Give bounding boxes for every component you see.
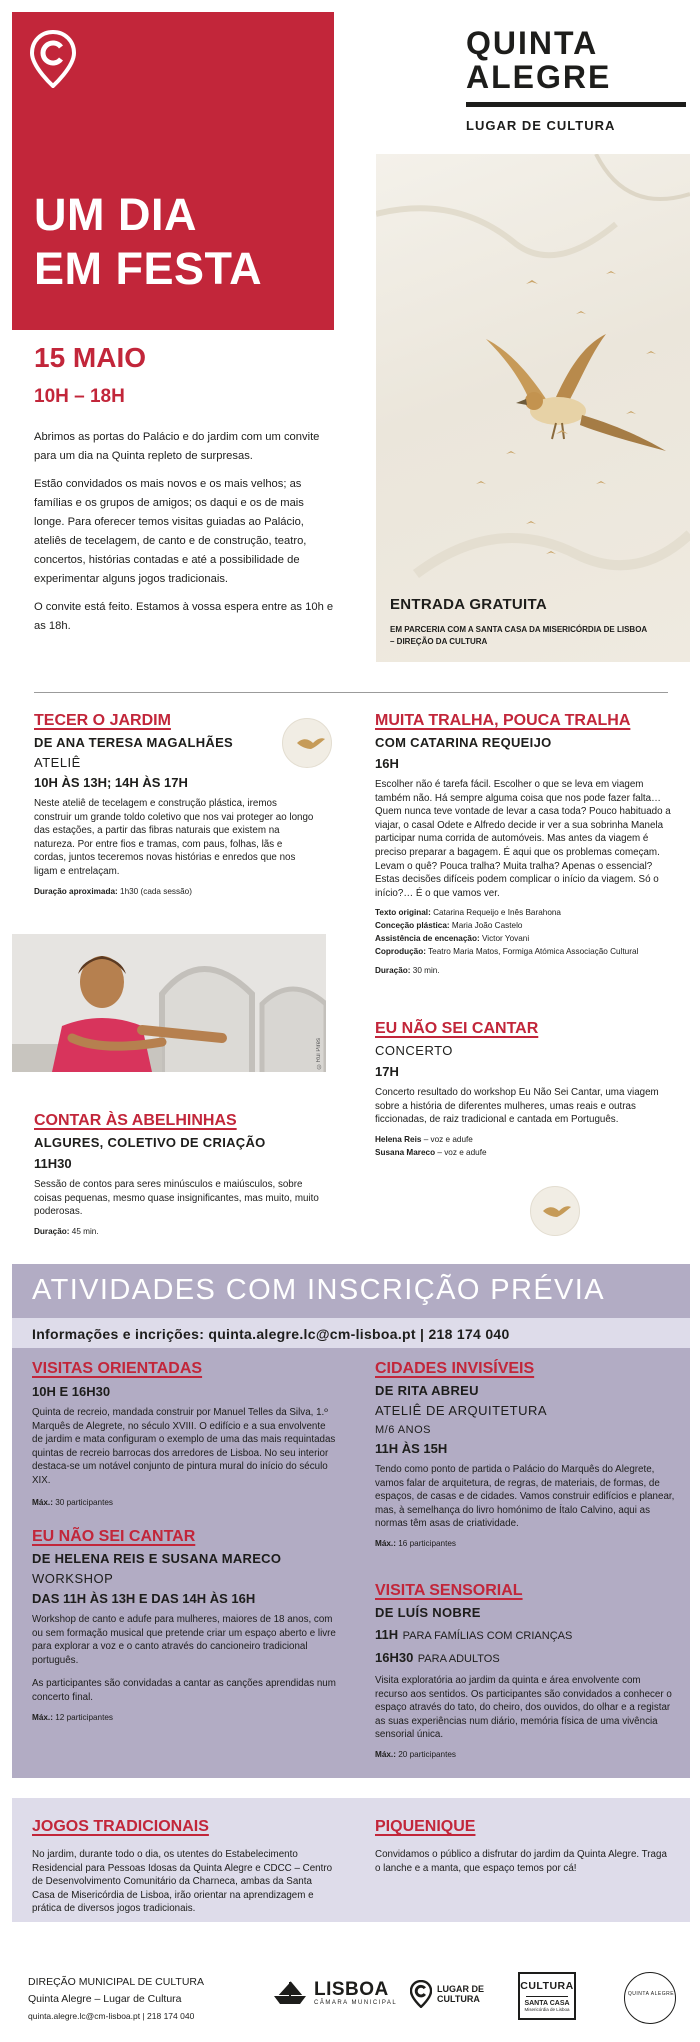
event-date: 15 MAIO bbox=[34, 342, 147, 373]
lisboa-wordmark: LISBOA bbox=[314, 1979, 389, 2000]
jogos-title: JOGOS TRADICIONAIS bbox=[32, 1818, 209, 1835]
badge-text: QUINTA ALEGRE bbox=[627, 1991, 675, 1997]
intro-text bbox=[34, 428, 334, 645]
parceria-text: EM PARCERIA COM A SANTA CASA DA MISERICÓRDIA DE LISBOA – DIREÇÃO DA CULTURA bbox=[390, 625, 648, 646]
credit-line: Conceção plástica: Maria João Castelo bbox=[375, 921, 523, 931]
piquenique-section bbox=[375, 1818, 675, 1875]
brand-tagline: LUGAR DE CULTURA bbox=[466, 118, 616, 133]
santa-casa-wordmark: SANTA CASA bbox=[524, 2000, 570, 2007]
hero-title: UM DIA EM FESTA bbox=[34, 189, 263, 294]
tralha-body: Escolher não é tarefa fácil. Escolher o que se leva em viagem também não. Há sempre alguma coisa que nos pode fazer falta… Quem nunca teve vontade de levar a casa toda? Pouco habituado a viajar, o casal Odete e Alfredo decide ir ver a sua sobrinha Manela participar numa corrida de automóveis. Mas antes da viagem é preciso preparar a bagagem. É aqui que os problemas começam. Levam o quê? Pouca tralha? Muita tralha? Apenas o essencial? Estas decisões difíceis podem complicar o início da viagem. Só o início?… É o que vamos ver. bbox=[375, 779, 671, 899]
visitas-time: 10H E 16H30 bbox=[32, 1384, 111, 1399]
location-pin-icon bbox=[410, 1980, 432, 2008]
concerto-credits bbox=[375, 1133, 675, 1159]
tralha-duration: Duração: 30 min. bbox=[375, 966, 440, 976]
visitas-title: VISITAS ORIENTADAS bbox=[32, 1360, 203, 1377]
sensorial-body: Visita exploratória ao jardim da quinta e área envolvente com recurso aos sentidos. Os participantes são convidados a conhecer o espaço através do tato, do cheiro, dos ouvidos, do olhar e a registar as suas experiências num diário, memória física de uma vivência sensorial única. bbox=[375, 1675, 672, 1741]
lugar-cultura-logo: LUGAR DE CULTURA bbox=[410, 1980, 484, 2008]
cultura-wordmark: CULTURA bbox=[520, 1980, 574, 1992]
cidades-time: 11H ÀS 15H bbox=[375, 1441, 448, 1456]
workshop-time: DAS 11H ÀS 13H E DAS 14H ÀS 16H bbox=[32, 1591, 256, 1606]
contar-time: 11H30 bbox=[34, 1156, 72, 1171]
credit-line: Assistência de encenação: Victor Yovani bbox=[375, 934, 530, 944]
concerto-body: Concerto resultado do workshop Eu Não Sei Cantar, uma viagem sobre a história de diferentes mulheres, umas reais e outras ficcionadas, de raiz tradicional e cantada em Português. bbox=[375, 1087, 659, 1126]
tralha-title: MUITA TRALHA, POUCA TRALHA bbox=[375, 712, 631, 729]
workshop-section bbox=[32, 1528, 342, 1724]
intro-paragraph: O convite está feito. Estamos à vossa espera entre as 10h e as 18h. bbox=[34, 601, 334, 632]
footer-line: DIREÇÃO MUNICIPAL DE CULTURA bbox=[28, 1976, 204, 1988]
cidades-section bbox=[375, 1360, 675, 1550]
cidades-age: M/6 ANOS bbox=[375, 1424, 431, 1436]
tecer-author: DE ANA TERESA MAGALHÃES bbox=[34, 735, 234, 750]
visitas-body: Quinta de recreio, mandada construir por Manuel Telles da Silva, 1.º Marquês de Alegrete, no século XVIII. O edifício e a sua envolvente de jardim e mata configuram o exemplo de uma das mais requintadas quintas de recreio barrocas dos arredores de Lisboa. No seu interior destaca-se um notável conjunto de pintura mural do início do século XIX. bbox=[32, 1407, 336, 1486]
concerto-section bbox=[375, 1020, 675, 1159]
contar-section bbox=[34, 1112, 324, 1238]
workshop-body: Workshop de canto e adufe para mulheres, maiores de 18 anos, com ou sem formação musical que pretende criar um espaço aberto e livre para explorar a voz e o canto através do cancioneiro tradicional português. bbox=[32, 1614, 336, 1666]
concerto-type: CONCERTO bbox=[375, 1043, 453, 1058]
credit-line: Susana Mareco – voz e adufe bbox=[375, 1147, 487, 1157]
intro-paragraph: Estão convidados os mais novos e os mais velhos; as famílias e os grupos de amigos; os daqui e os de mais longe. Para oferecer temos visitas guiadas ao Palácio, ateliês de tecelagem, de canto e de construção, teatro, concertos, histórias contadas e até a possibilidade de experimentar alguns jogos tradicionais. bbox=[34, 478, 307, 585]
sensorial-time-1: 11H PARA FAMÍLIAS COM CRIANÇAS bbox=[375, 1627, 573, 1642]
santa-casa-sub: Misericórdia de Lisboa bbox=[524, 2007, 570, 2012]
workshop-title: EU NÃO SEI CANTAR bbox=[32, 1528, 196, 1545]
concerto-time: 17H bbox=[375, 1064, 399, 1079]
brand-divider bbox=[466, 102, 686, 107]
footer-contacts bbox=[28, 1974, 204, 2025]
concerto-title: EU NÃO SEI CANTAR bbox=[375, 1020, 539, 1037]
contar-author: ALGURES, COLETIVO DE CRIAÇÃO bbox=[34, 1135, 266, 1150]
event-time: 10H – 18H bbox=[34, 386, 125, 407]
visitas-section bbox=[32, 1360, 337, 1509]
tralha-author: COM CATARINA REQUEIJO bbox=[375, 735, 552, 750]
inscricao-info: Informações e incrições: quinta.alegre.lc@cm-lisboa.pt | 218 174 040 bbox=[32, 1326, 510, 1342]
credit-line: Texto original: Catarina Requeijo e Inês Barahona bbox=[375, 908, 561, 918]
sensorial-title: VISITA SENSORIAL bbox=[375, 1582, 523, 1599]
piquenique-title: PIQUENIQUE bbox=[375, 1818, 476, 1835]
cultura-santa-casa-logo bbox=[518, 1972, 576, 2020]
lisboa-sub: CÂMARA MUNICIPAL bbox=[314, 2000, 398, 2006]
lisboa-ship-icon bbox=[270, 1978, 310, 2008]
piquenique-body: Convidamos o público a disfrutar do jardim da Quinta Alegre. Traga o lanche e a manta, que espaço temos por cá! bbox=[375, 1849, 667, 1874]
workshop-author: DE HELENA REIS E SUSANA MARECO bbox=[32, 1551, 282, 1566]
cidades-title: CIDADES INVISÍVEIS bbox=[375, 1360, 535, 1377]
credit-line: Helena Reis – voz e adufe bbox=[375, 1134, 473, 1144]
tecer-duration: Duração aproximada: 1h30 (cada sessão) bbox=[34, 886, 192, 896]
jogos-body: No jardim, durante todo o dia, os utentes do Estabelecimento Residencial para Pessoas Idosas da Quinta Alegre e CDCC – Centro de Desenvolvimento Comunitário da Charneca, ambas da Santa Casa de Misericórdia de Lisboa, irão orientar na aprendizagem e prática de diversos jogos tradicionais. bbox=[32, 1849, 333, 1915]
sensorial-section bbox=[375, 1582, 675, 1761]
entrada-gratuita: ENTRADA GRATUITA bbox=[390, 596, 548, 613]
jogos-section bbox=[32, 1818, 337, 1916]
sensorial-time-2: 16H30 PARA ADULTOS bbox=[375, 1650, 500, 1665]
storyteller-photo bbox=[12, 934, 326, 1072]
sensorial-max: Máx.: 20 participantes bbox=[375, 1749, 457, 1759]
tecer-title: TECER O JARDIM bbox=[34, 712, 171, 729]
cidades-body: Tendo como ponto de partida o Palácio do Marquês do Alegrete, vamos falar de arquitetura, de regras, de materiais, de formas, de espaços, de casas e de cidades. Vamos construir edifícios e planear, mas, à semelhança do livro homónimo de Ítalo Calvino, aqui as normas têm asas de criatividade. bbox=[375, 1464, 675, 1530]
quinta-alegre-badge-icon bbox=[624, 1972, 676, 2024]
contar-body: Sessão de contos para seres minúsculos e maiúsculos, sobre coisas pequenas, mesmo quase insignificantes, mas muito, muito poderosas. bbox=[34, 1179, 319, 1218]
photo-credit: ©Rui Pires bbox=[316, 1037, 322, 1068]
footer-line: Quinta Alegre – Lugar de Cultura bbox=[28, 1993, 182, 2005]
tralha-section bbox=[375, 712, 675, 977]
section-divider bbox=[34, 692, 668, 693]
brand-name: QUINTA ALEGRE bbox=[466, 25, 612, 95]
inscricao-title: ATIVIDADES COM INSCRIÇÃO PRÉVIA bbox=[32, 1274, 606, 1306]
tecer-body: Neste ateliê de tecelagem e construção plástica, iremos construir um grande toldo coletivo que nos vai proteger ao longo das estações, a partir das fibras naturais que existem na natureza. Por entre fios e tramas, com paus, folhas, lãs e cordas, juntos teceremos novas histórias e enredos que nos ligam e entrelaçam. bbox=[34, 798, 314, 877]
tralha-time: 16H bbox=[375, 756, 399, 771]
credit-line: Coprodução: Teatro Maria Matos, Formiga Atómica Associação Cultural bbox=[375, 947, 639, 957]
contar-title: CONTAR ÀS ABELHINHAS bbox=[34, 1112, 237, 1129]
workshop-body-2: As participantes são convidadas a cantar as canções aprendidas num concerto final. bbox=[32, 1678, 336, 1703]
tecer-time: 10H ÀS 13H; 14H ÀS 17H bbox=[34, 775, 188, 790]
bird-thumbnail-icon bbox=[282, 718, 332, 768]
visitas-max: Máx.: 30 participantes bbox=[32, 1497, 114, 1507]
intro-paragraph: Abrimos as portas do Palácio e do jardim com um convite para um dia na Quinta repleto de surpresas. bbox=[34, 431, 320, 462]
tecer-section bbox=[34, 712, 314, 898]
footer-line: quinta.alegre.lc@cm-lisboa.pt | 218 174 040 bbox=[28, 2011, 195, 2021]
cidades-author: DE RITA ABREU bbox=[375, 1383, 479, 1398]
cidades-max: Máx.: 16 participantes bbox=[375, 1538, 457, 1548]
cidades-type: ATELIÊ DE ARQUITETURA bbox=[375, 1403, 548, 1418]
contar-duration: Duração: 45 min. bbox=[34, 1226, 99, 1236]
workshop-max: Máx.: 12 participantes bbox=[32, 1712, 114, 1722]
tecer-type: ATELIÊ bbox=[34, 755, 81, 770]
bird-fresco-image bbox=[376, 154, 690, 662]
bird-thumbnail-icon bbox=[530, 1186, 580, 1236]
workshop-type: WORKSHOP bbox=[32, 1571, 114, 1586]
tralha-credits bbox=[375, 906, 675, 958]
lisboa-logo bbox=[270, 1978, 397, 2008]
location-pin-logo-icon bbox=[30, 30, 76, 88]
sensorial-author: DE LUÍS NOBRE bbox=[375, 1605, 481, 1620]
